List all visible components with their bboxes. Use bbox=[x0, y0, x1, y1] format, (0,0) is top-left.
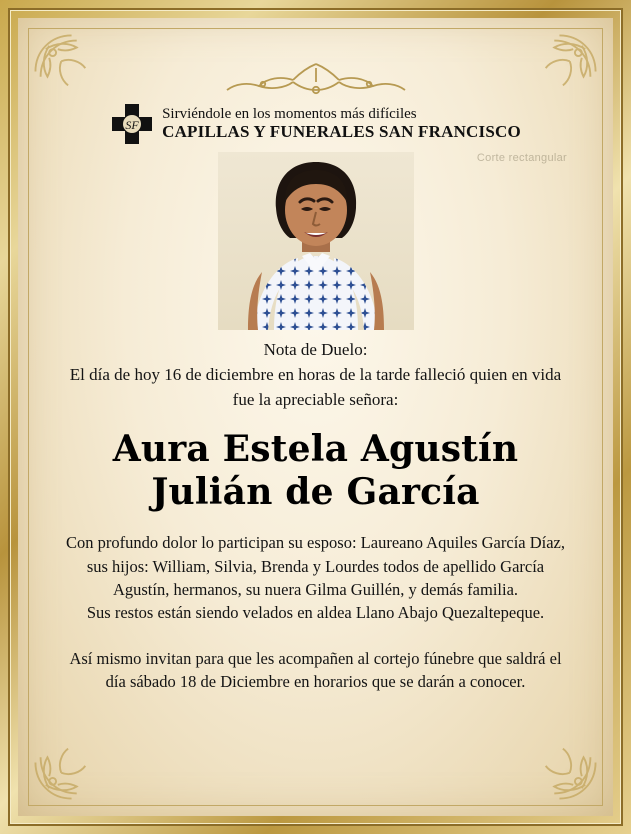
notice-content bbox=[52, 48, 579, 786]
notice-label: Nota de Duelo: bbox=[263, 340, 368, 359]
deceased-name-line2: Julián de García bbox=[151, 470, 480, 513]
notice-lead: El día de hoy 16 de diciembre en horas de la tarde falleció quien en vida fue la apreciable señora: bbox=[69, 365, 562, 409]
notice-body bbox=[52, 531, 579, 625]
cross-emblem-icon bbox=[110, 102, 154, 146]
watermark-text: Corte rectangular bbox=[476, 152, 567, 164]
notice-body-paragraph: Sus restos están siendo velados en aldea Llano Abajo Quezaltepeque. bbox=[86, 603, 545, 623]
company-tagline: Sirviéndole en los momentos más difíciles bbox=[162, 106, 417, 123]
notice-closing: Así mismo invitan para que les acompañen al cortejo fúnebre que saldrá el día sábado 18 de Diciembre en horarios que se darán a conocer. bbox=[69, 648, 562, 692]
deceased-name-line1: Aura Estela Agustín bbox=[112, 428, 519, 471]
top-ornament-icon bbox=[201, 58, 431, 104]
deceased-name bbox=[52, 428, 579, 513]
svg-text:SF: SF bbox=[125, 118, 139, 132]
paper-background bbox=[18, 18, 613, 816]
company-logo-bar bbox=[52, 102, 579, 146]
company-name: CAPILLAS Y FUNERALES SAN FRANCISCO bbox=[162, 121, 521, 141]
deceased-portrait bbox=[218, 152, 414, 330]
notice-body-paragraph: Con profundo dolor lo participan su esposo: Laureano Aquiles García Díaz, sus hijos: William, Silvia, Brenda y Lourdes todos de apellido García Agustín, hermanos, su nuera Gilma Guillén, y demás familia. bbox=[66, 533, 565, 600]
